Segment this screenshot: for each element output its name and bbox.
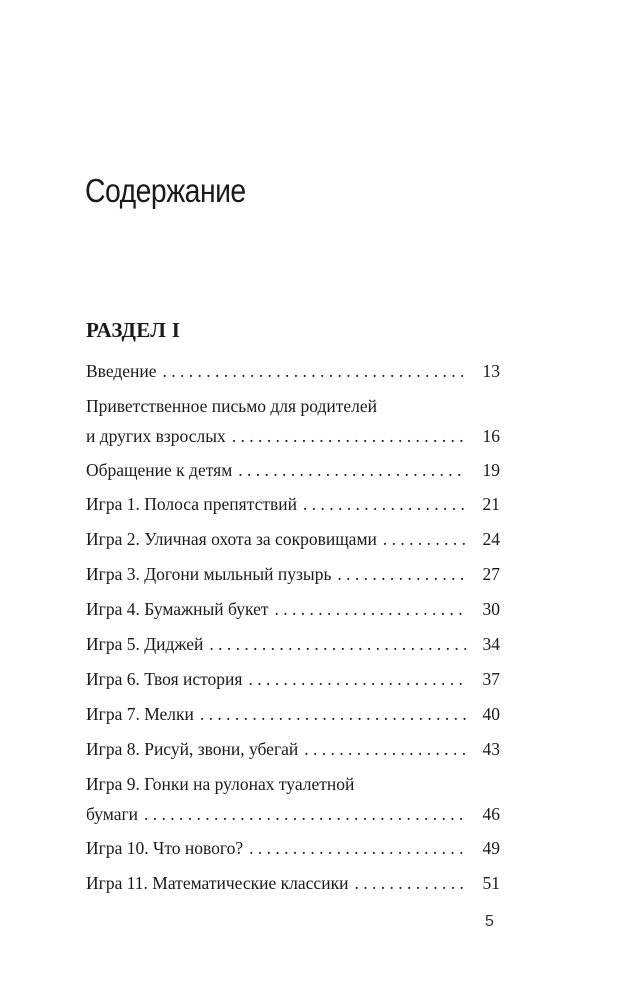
toc-entry-title: и других взрослых (86, 426, 226, 446)
toc-entry[interactable] (86, 629, 500, 659)
toc-entry-page: 27 (482, 564, 500, 584)
toc-leader-dots (354, 868, 466, 898)
toc-entry-page: 34 (482, 634, 500, 654)
toc-leader-dots (337, 559, 466, 589)
toc-entry[interactable] (86, 833, 500, 863)
toc-entry-page: 49 (482, 838, 500, 858)
toc-entry-title: Игра 2. Уличная охота за сокровищами (86, 529, 377, 549)
toc-leader-dots (200, 699, 466, 729)
page-title: Содержание (85, 172, 246, 209)
toc-entry[interactable] (86, 524, 500, 554)
toc-entry-title: бумаги (86, 804, 139, 824)
toc-leader-dots (144, 799, 466, 829)
toc-entry-page: 19 (482, 460, 500, 480)
toc-entry[interactable] (86, 489, 500, 519)
toc-entry-title: Приветственное письмо для родителей (86, 396, 378, 416)
toc-leader-dots (232, 421, 466, 451)
toc-entry-title: Игра 11. Математические классики (86, 873, 349, 893)
toc-entry-page: 46 (482, 804, 500, 824)
toc-leader-dots (238, 455, 466, 485)
toc-leader-dots (248, 664, 466, 694)
toc-entry[interactable] (86, 594, 500, 624)
toc-leader-dots (163, 356, 466, 386)
table-of-contents (86, 356, 500, 898)
toc-leader-dots (383, 524, 466, 554)
toc-entry-title: Игра 1. Полоса препятствий (86, 494, 297, 514)
toc-entry-title: Игра 10. Что нового? (86, 838, 244, 858)
toc-entry-page: 21 (482, 494, 500, 514)
toc-entry-title: Игра 5. Диджей (86, 634, 204, 654)
toc-entry-title: Игра 9. Гонки на рулонах туалетной (86, 774, 355, 794)
toc-entry[interactable] (86, 391, 500, 451)
toc-entry-page: 13 (482, 361, 500, 381)
toc-entry-title: Игра 3. Догони мыльный пузырь (86, 564, 332, 584)
toc-entry-page: 51 (482, 873, 500, 893)
toc-entry[interactable] (86, 664, 500, 694)
toc-entry-title: Игра 6. Твоя история (86, 669, 243, 689)
toc-entry[interactable] (86, 769, 500, 829)
toc-entry-page: 43 (482, 739, 500, 759)
toc-leader-dots (275, 594, 467, 624)
toc-entry-title: Игра 4. Бумажный букет (86, 599, 269, 619)
toc-entry-title: Игра 8. Рисуй, звони, убегай (86, 739, 299, 759)
toc-entry-page: 30 (482, 599, 500, 619)
toc-entry[interactable] (86, 699, 500, 729)
section-heading: РАЗДЕЛ I (86, 318, 181, 342)
toc-entry-page: 40 (482, 704, 500, 724)
toc-entry-page: 24 (482, 529, 500, 549)
page-number: 5 (485, 913, 494, 930)
toc-entry-title: Игра 7. Мелки (86, 704, 194, 724)
toc-entry[interactable] (86, 734, 500, 764)
toc-leader-dots (209, 629, 466, 659)
toc-entry[interactable] (86, 868, 500, 898)
toc-entry[interactable] (86, 455, 500, 485)
toc-leader-dots (304, 734, 466, 764)
toc-entry[interactable] (86, 559, 500, 589)
toc-entry-title: Обращение к детям (86, 460, 233, 480)
toc-entry-page: 37 (482, 669, 500, 689)
toc-entry-page: 16 (482, 426, 500, 446)
toc-leader-dots (249, 833, 466, 863)
toc-entry[interactable] (86, 356, 500, 386)
toc-leader-dots (303, 489, 466, 519)
toc-entry-title: Введение (86, 361, 157, 381)
